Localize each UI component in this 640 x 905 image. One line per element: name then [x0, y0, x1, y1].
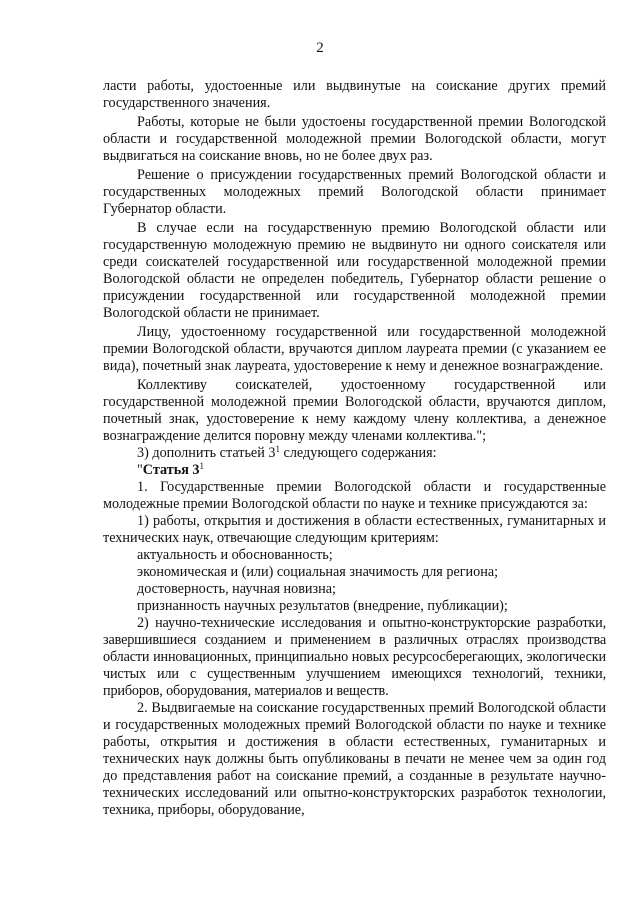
amendment-after: следующего содержания: — [279, 445, 437, 461]
paragraph-no-winner: В случае если на государственную премию Вологодской области или государственную молодежную премию не выдвинуто ни одного соискателя или среди соискателей государственной или государственной молодежной премии Вологодской области не определен победитель, Губернатор области решение о присуждении государственной или государственной молодежной премии Вологодской области не принимает. — [103, 220, 606, 321]
paragraph-collective-award: Коллективу соискателей, удостоенному государственной или государственной молодежной премии Вологодской области, вручаются диплом, почетный знак, удостоверение к нему каждому члену коллектива, а денежное вознаграждение делится поровну между членами коллектива."; — [103, 377, 606, 444]
amendment-line — [103, 445, 606, 462]
clause-2: 2. Выдвигаемые на соискание государственных премий Вологодской области и государственных молодежных премий Вологодской области по науке и технике работы, открытия и достижения в области естественных, гуманитарных и технических наук должны быть опубликованы в печати не менее чем за один год до представления работ на соискание премий, а созданные в результате научно-технических исследований или опытно-конструкторских разработок технологии, техника, приборы, оборудование, — [103, 700, 606, 818]
criterion-item: экономическая и (или) социальная значимость для региона; — [137, 564, 499, 580]
paragraph-award-decision: Решение о присуждении государственных премий Вологодской области и государственных молодежных премий Вологодской области принимает Губернатор области. — [103, 167, 606, 217]
article-heading — [103, 462, 606, 479]
amendment-superscript: 1 — [275, 444, 280, 454]
criterion-item: достоверность, научная новизна; — [137, 581, 336, 597]
paragraph-individual-award: Лицу, удостоенному государственной или государственной молодежной премии Вологодской области, вручаются диплом лауреата премии (с указанием ее вида), почетный знак лауреата, удостоверение к нему и денежное вознаграждение. — [103, 324, 606, 374]
article-quote: " — [137, 462, 143, 478]
subclause-2: 2) научно-технические исследования и опытно-конструкторские разработки, завершившиеся созданием и применением в различных отраслях производства области инновационных, принципиально новых ресурсосберегающих, экологически чистых или с существенным улучшением имеющихся технологий, техники, приборов, оборудования, материалов и веществ. — [103, 615, 606, 699]
criterion-item: актуальность и обоснованность; — [137, 547, 333, 563]
clause-1: 1. Государственные премии Вологодской области и государственные молодежные премии Вологодской области по науке и технике присуждаются за: — [103, 479, 606, 512]
page-number: 2 — [316, 40, 324, 56]
criterion-item: признанность научных результатов (внедрение, публикации); — [137, 598, 508, 614]
paragraph-resubmission: Работы, которые не были удостоены государственной премии Вологодской области и государственной молодежной премии Вологодской области, могут выдвигаться на соискание вновь, но не более двух раз. — [103, 114, 606, 164]
amendment-before: 3) дополнить статьей 3 — [137, 445, 276, 461]
article-label: Статья 3 — [142, 462, 200, 478]
document-body — [103, 78, 606, 819]
paragraph-continuation: ласти работы, удостоенные или выдвинутые на соискание других премий государственного значения. — [103, 78, 606, 111]
article-superscript: 1 — [199, 461, 205, 471]
subclause-1: 1) работы, открытия и достижения в области естественных, гуманитарных и технических наук, отвечающие следующим критериям: — [103, 513, 606, 546]
